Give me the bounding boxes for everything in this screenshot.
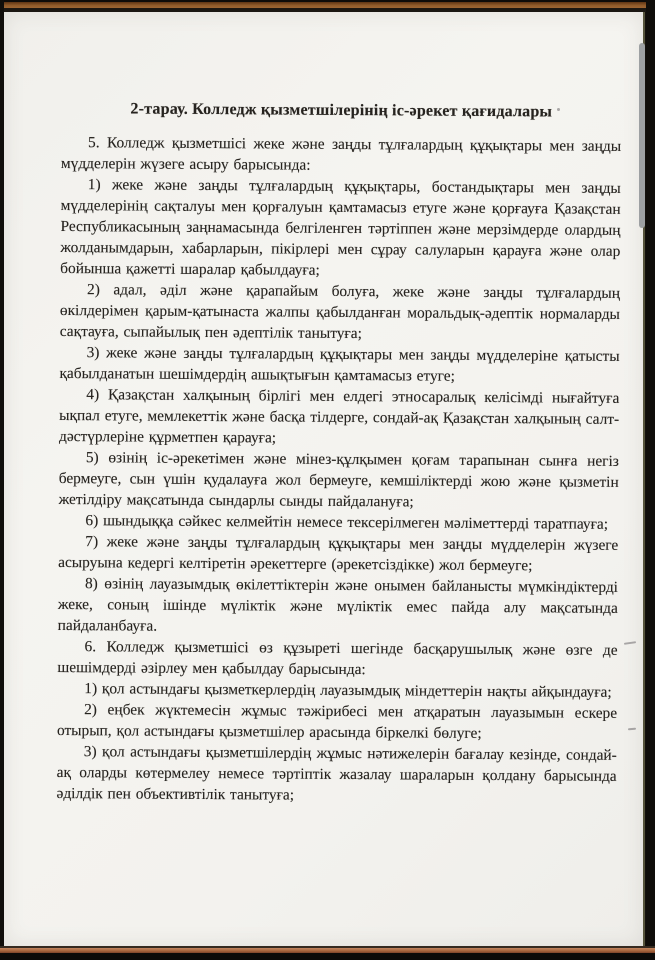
scrollbar-thumb[interactable] — [639, 43, 645, 228]
document-paragraph: 8) өзінің лауазымдық өкілеттіктерін және онымен байланысты мүмкіндіктерді жеке, соның ішінде мүліктік және мүліктік емес пайда алу мақсатында пайдаланбауға. — [57, 575, 619, 635]
document-paragraph: 5. Колледж қызметшісі жеке және заңды тұлғалардың құқықтары мен заңды мүдделерін жүзеге асыру барысында: — [60, 134, 622, 174]
document-paragraph: 2) адал, әділ және қарапайым болуға, жеке және заңды тұлғалардың өкілдерімен қарым-қатынаста жалпы қабылданған моральдық-әдептік нормаларды сақтауға, сыпайылық пен әдептілік танытуға; — [59, 281, 621, 343]
document-heading: 2-тарау. Колледж қызметшілерінің іс-әрекет қағидалары — [130, 100, 553, 121]
document-paragraph: 3) қол астындағы қызметшілердің жұмыс нәтижелерін бағалау кезінде, сондай-ақ оларды көтермелеу немесе тәртіптік жазалау шараларын қолдану барысында әділдік пен объективтілік танытуға; — [56, 743, 617, 804]
document-paragraph: 2) еңбек жүктемесін жұмыс тәжірибесі мен атқаратын лауазымын ескере отырып, қол астындағы қызметшілер арасында біркелкі бөлуге; — [56, 701, 618, 742]
scan-speck — [557, 108, 560, 111]
document-paragraph: 1) жеке және заңды тұлғалардың құқықтары, бостандықтары мен заңды мүдделерінің сақталуы мен қорғалуын қамтамасыз етуге және қорғауға Қазақстан Республикасының заңнамасында белгіленген тәртіппен және мерзімдерде олардың жолданымдарын, хабарларын, пікірлері мен сұрау салуларын қарауға және олар бойынша қажетті шаралар қабылдауға; — [60, 176, 621, 279]
document-paragraph: 3) жеке және заңды тұлғалардың құқықтары мен заңды мүдделеріне қатысты қабылданатын шешімдердің ашықтығын қамтамасыз етуге; — [59, 344, 620, 385]
document-body — [56, 132, 621, 808]
document-paragraph: 6. Колледж қызметшісі өз құзыреті шегінде басқарушылық және өзге де шешімдерді әзірлеу мен қабылдау барысында: — [57, 638, 618, 679]
document-paragraph: 4) Қазақстан халқының бірлігі мен елдегі этносаралық келісімді нығайтуға ықпал етуге, мемлекеттік және басқа тілдерге, сондай-ақ Қазақстан халқының салт-дәстүрлеріне құрметпен қарауға; — [58, 386, 620, 447]
scan-speck — [624, 641, 636, 645]
document-paragraph: 1) қол астындағы қызметкерлердің лауазымдық міндеттерін нақты айқындауға; — [84, 680, 612, 701]
document-text-block — [56, 12, 622, 808]
scan-speck — [628, 728, 636, 731]
document-paragraph: 7) жеке және заңды тұлғалардың құқықтары мен заңды мүдделерін жүзеге асыруына кедергі келтіретін әрекеттерге (әрекетсіздікке) жол бермеуге; — [58, 533, 619, 575]
document-paragraph: 5) өзінің іс-әрекетімен және мінез-құлқымен қоғам тарапынан сынға негіз бермеуге, сын үшін қудалауға жол бермеуге, кемшіліктерді жою және қызметін жетілдіру мақсатында сындарлы сынды пайдалануға; — [58, 449, 619, 511]
document-paragraph: 6) шындыққа сәйкес келмейтін немесе тексерілмеген мәліметтерді таратпауға; — [85, 512, 609, 533]
document-page — [4, 12, 645, 946]
frame-right-edge — [646, 0, 655, 960]
frame-bottom-edge — [0, 953, 655, 960]
